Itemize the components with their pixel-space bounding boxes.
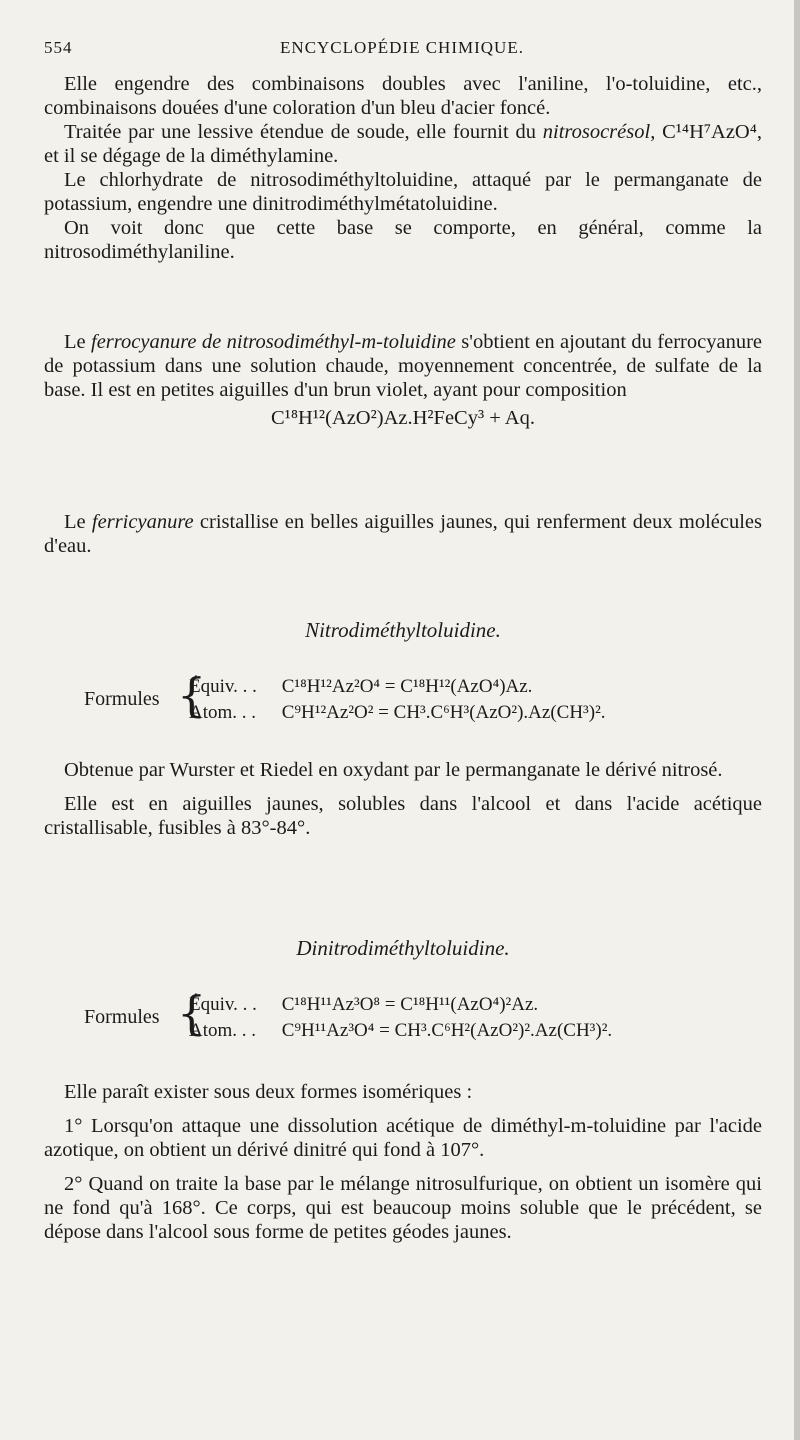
paragraph-6-tail: cristallise en belles aiguilles jaunes, qui renferment deux molécules d'eau. (44, 511, 763, 557)
running-header (44, 38, 760, 66)
formulas-label: Formules (84, 688, 160, 710)
text-block-4 (44, 758, 762, 840)
text-block-5 (44, 1080, 762, 1244)
formula-atom-row (189, 1018, 612, 1044)
paragraph-5-italic: ferrocyanure de nitrosodiméthyl-m-toluidine (91, 331, 456, 353)
paragraph-8: Elle est en aiguilles jaunes, solubles dans l'alcool et dans l'acide acétique cristallisable, fusibles à 83°-84°. (44, 793, 762, 839)
paragraph-11: 2° Quand on traite la base par le mélange nitrosulfurique, on obtient un isomère qui ne fond qu'à 168°. Ce corps, qui est beaucoup moins soluble que le précédent, se dépose dans l'alcool sous forme de petites géodes jaunes. (44, 1173, 762, 1243)
paragraph-2-italic: nitrosocrésol (542, 121, 651, 143)
text-block-1 (44, 72, 762, 264)
paragraph-2 (44, 120, 762, 168)
page-number: 554 (44, 38, 73, 57)
formula-atom-key: Atom. . . (189, 702, 257, 723)
formula-equiv-value: C¹⁸H¹¹Az³O⁸ = C¹⁸H¹¹(AzO⁴)²Az. (281, 994, 539, 1015)
paragraph-7: Obtenue par Wurster et Riedel en oxydant par le permanganate le dérivé nitrosé. (64, 759, 723, 781)
formula-equiv-row (189, 992, 538, 1018)
formula-atom-row (189, 700, 606, 726)
paragraph-10: 1° Lorsqu'on attaque une dissolution acétique de diméthyl-m-toluidine par l'acide azotique, on obtient un dérivé dinitré qui fond à 107°. (44, 1115, 762, 1161)
text-block-3 (44, 510, 762, 558)
formula-equiv-value: C¹⁸H¹²Az²O⁴ = C¹⁸H¹²(AzO⁴)Az. (281, 676, 533, 697)
paragraph-6-text: Le (64, 511, 92, 533)
paragraph-5-formula: C¹⁸H¹²(AzO²)Az.H²FeCy³ + Aq. (271, 407, 535, 429)
formula-atom-value: C⁹H¹²Az²O² = CH³.C⁶H³(AzO²).Az(CH³)². (281, 702, 606, 723)
paragraph-6 (44, 510, 762, 558)
paragraph-5-text: Le (64, 331, 92, 353)
paragraph-5-tail: s'obtient en ajoutant du ferrocyanure de potassium dans une solution chaude, moyennement concentrée, de sulfate de la base. Il est en petites aiguilles d'un brun violet, ayant pour composition (44, 331, 763, 401)
paragraph-1: Elle engendre des combinaisons doubles avec l'aniline, l'o-toluidine, etc., combinaisons douées d'une coloration d'un bleu d'acier foncé. (44, 73, 762, 119)
formula-atom-key: Atom. . . (189, 1020, 257, 1041)
section-title-dinitro: Dinitrodiméthyltoluidine. (296, 936, 510, 960)
paragraph-2-text: Traitée par une lessive étendue de soude, elle fournit du (64, 121, 543, 143)
formula-equiv-row (189, 674, 532, 700)
brace-icon: { (177, 986, 207, 1040)
formulas-nitro (44, 670, 762, 730)
formula-equiv-key: Équiv. . . (189, 676, 257, 697)
text-block-2 (44, 330, 762, 430)
paragraph-3: Le chlorhydrate de nitrosodiméthyltoluidine, attaqué par le permanganate de potassium, engendre une dinitrodiméthylmétatoluidine. (44, 169, 762, 215)
formula-atom-value: C⁹H¹¹Az³O⁴ = CH³.C⁶H²(AzO²)².Az(CH³)². (281, 1020, 613, 1041)
formulas-dinitro (44, 988, 762, 1048)
paragraph-6-italic: ferricyanure (91, 511, 194, 533)
paragraph-2-tail: , C¹⁴H⁷AzO⁴, et il se dégage de la diméthylamine. (44, 121, 763, 167)
running-title: ENCYCLOPÉDIE CHIMIQUE. (280, 38, 524, 57)
paragraph-5 (44, 330, 762, 402)
paragraph-4: On voit donc que cette base se comporte, en général, comme la nitrosodiméthylaniline. (44, 217, 762, 263)
formulas-label: Formules (84, 1006, 160, 1028)
paragraph-9: Elle paraît exister sous deux formes isomériques : (64, 1081, 473, 1103)
page-edge (794, 0, 800, 1440)
section-title-nitro: Nitrodiméthyltoluidine. (305, 618, 501, 642)
brace-icon: { (177, 668, 207, 722)
formula-equiv-key: Équiv. . . (189, 994, 257, 1015)
